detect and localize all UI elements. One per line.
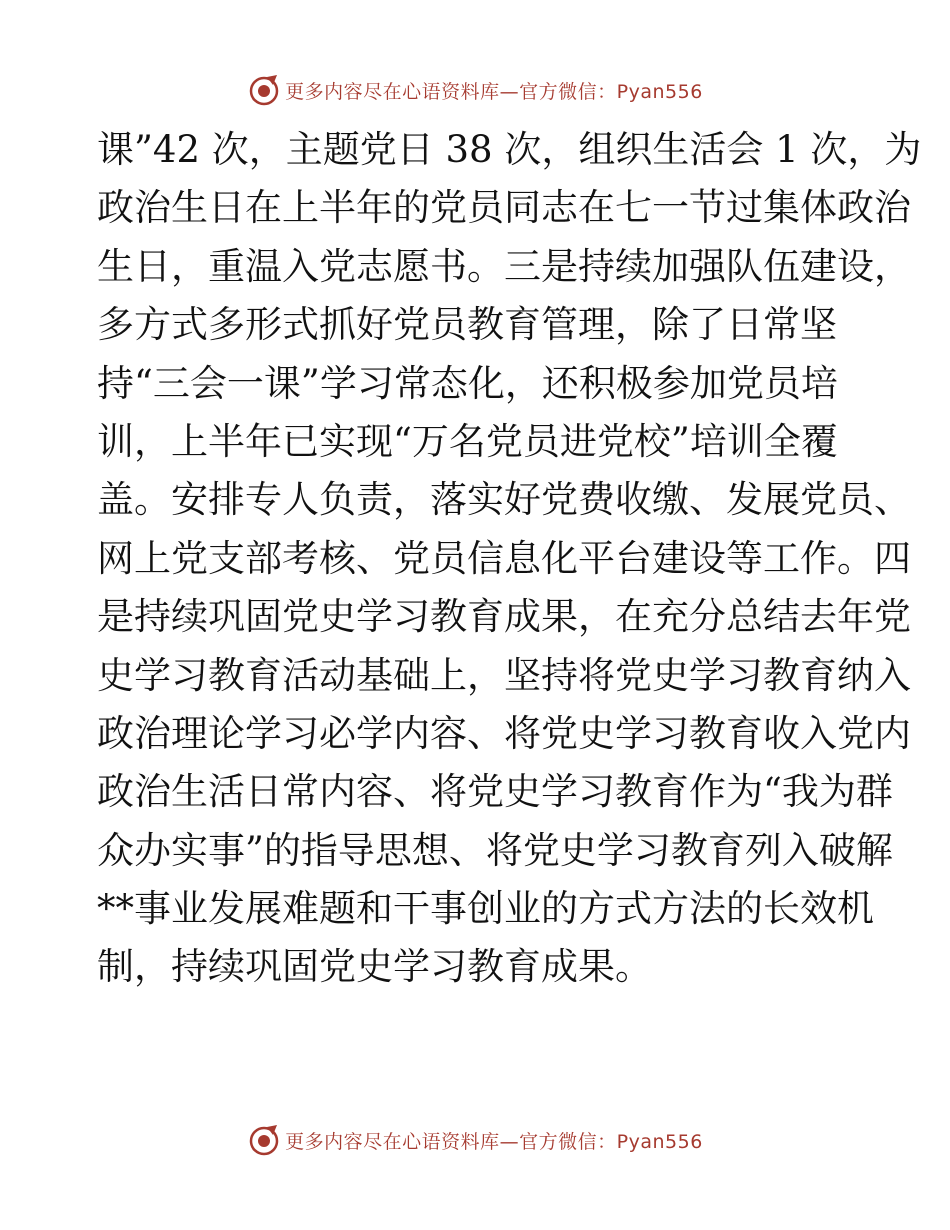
footer-banner [0, 1120, 950, 1160]
pen-seal-logo-icon [247, 73, 281, 107]
body-line: 生日，重温入党志愿书。三是持续加强队伍建设， [97, 244, 911, 288]
body-line: 课”42 次，主题党日 38 次，组织生活会 1 次，为 [97, 128, 922, 171]
body-line: 政治生活日常内容、将党史学习教育作为“我为群 [97, 770, 893, 814]
body-line: 多方式多形式抓好党员教育管理，除了日常坚 [97, 303, 837, 347]
header-banner-text: 更多内容尽在心语资料库—官方微信：Pyan556 [285, 80, 703, 103]
body-line: 训，上半年已实现“万名党员进党校”培训全覆 [97, 419, 838, 463]
body-line: 史学习教育活动基础上，坚持将党史学习教育纳入 [97, 653, 911, 697]
body-line: 制，持续巩固党史学习教育成果。 [97, 945, 652, 989]
document-body [97, 121, 922, 997]
footer-banner-text: 更多内容尽在心语资料库—官方微信：Pyan556 [285, 1130, 703, 1153]
pen-seal-logo-icon [247, 1123, 281, 1157]
body-line: 持“三会一课”学习常态化，还积极参加党员培 [97, 361, 838, 405]
body-line: 是持续巩固党史学习教育成果，在充分总结去年党 [97, 595, 911, 639]
body-line: 盖。安排专人负责，落实好党费收缴、发展党员、 [97, 478, 911, 522]
body-line: 政治生日在上半年的党员同志在七一节过集体政治 [97, 186, 911, 230]
body-line: 政治理论学习必学内容、将党史学习教育收入党内 [97, 711, 911, 755]
body-line: **事业发展难题和干事创业的方式方法的长效机 [97, 887, 874, 931]
body-line: 众办实事”的指导思想、将党史学习教育列入破解 [97, 828, 893, 872]
body-line: 网上党支部考核、党员信息化平台建设等工作。四 [97, 536, 911, 580]
header-banner [0, 70, 950, 110]
